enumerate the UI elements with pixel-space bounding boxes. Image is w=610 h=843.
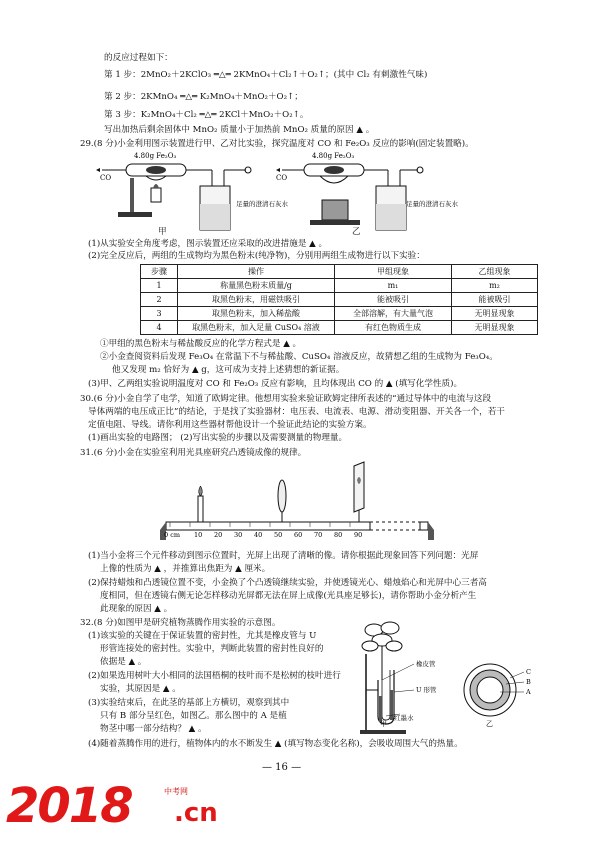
question-32-heading: 32.(8 分)如图甲是研究植物蒸腾作用实验的示意图。 (80, 618, 281, 628)
table-row (141, 293, 538, 307)
table-row (141, 321, 538, 335)
figure-caption-right: 乙 (352, 227, 361, 237)
table-cell: m₁ (335, 279, 452, 293)
table-cell: 2 (141, 293, 178, 307)
plant-branch (362, 622, 402, 680)
text-line: (1)画出实验的电路图； (2)写出实验的步骤以及需要测量的物理量。 (88, 433, 348, 443)
table-cell: 3 (141, 307, 178, 321)
label-a: A (526, 688, 531, 696)
tick-label: 90 (354, 531, 363, 539)
text-line: (1)从实验安全角度考虑，图示装置还应采取的改进措施是 ▲ 。 (88, 239, 328, 249)
text-line: (2)保持蜡烛和凸透镜位置不变，小金换了个凸透镜继续实验，并使透镜光心、蜡烛焰心和光屏中心三者高 (88, 578, 487, 588)
stem-cross-section (464, 664, 524, 716)
text-line: 上像的性质为 ▲ ，并推算出焦距为 ▲ 厘米。 (100, 564, 271, 574)
table-cell: 能被吸引 (335, 293, 452, 307)
co-label-right: CO (276, 174, 288, 182)
table-cell: 取黑色粉末，加入足量 CuSO₄ 溶液 (178, 321, 335, 335)
tick-label: 20 (214, 531, 223, 539)
text-line: (3)甲、乙两组实验说明温度对 CO 和 Fe₂O₃ 反应有影响，且均体现出 CO 的 ▲ (填写化学性质)。 (88, 379, 463, 389)
tick-label: 80 (334, 531, 343, 539)
table-cell: 1 (141, 279, 178, 293)
text-line: 第 2 步：2KMnO₄ ═△═ K₂MnO₄＋MnO₂＋O₂↑； (104, 92, 303, 102)
table-cell: 全部溶解，有大量气泡 (335, 307, 452, 321)
tick-label: 60 (294, 531, 303, 539)
text-line: (2)完全反应后，两组的生成物均为黑色粉末(纯净物)，分别用两组生成物进行以下实验： (88, 251, 425, 261)
light-screen (354, 462, 364, 522)
limewater-label-left: 足量的澄清石灰水 (236, 200, 288, 208)
table-cell: 无明显现象 (452, 321, 538, 335)
tick-label: 10 (194, 531, 203, 539)
table-header-cell: 乙组现象 (452, 265, 538, 279)
mass-label-left: 4.80g Fe₂O₃ (134, 152, 177, 160)
text-line: (4)随着蒸腾作用的进行，植物体内的水不断发生 ▲ (填写物态变化名称)，会吸收周围大气的热量。 (88, 739, 463, 749)
figure-caption-left: 甲 (158, 227, 167, 237)
site-logo (6, 778, 236, 836)
table-row (141, 279, 538, 293)
question-29-heading: 29.(8 分)小金利用图示装置进行甲、乙对比实验，探究温度对 CO 和 Fe₂O₃ 反应的影响(固定装置略)。 (80, 139, 474, 149)
text-line: 的反应过程如下： (104, 53, 173, 63)
red-ink-label: 红墨水 (394, 714, 414, 722)
table-cell: 4 (141, 321, 178, 335)
text-line: 此现象的原因 ▲ 。 (100, 604, 173, 614)
text-line: 物茎中哪一部分结构？ ▲ 。 (100, 724, 207, 734)
table-row (141, 307, 538, 321)
tick-label: 0 cm (164, 531, 181, 539)
logo-site-name: 中考网 (164, 787, 188, 796)
tick-label: 30 (234, 531, 243, 539)
table-cell: 能被吸引 (452, 293, 538, 307)
page-number: — 16 — (262, 762, 302, 773)
convex-lens (278, 480, 286, 522)
text-line: 形管连接处的密封性。实验中，判断此装置的密封性良好的 (100, 644, 324, 654)
text-line: 度相同，但在透镜右侧无论怎样移动光屏都无法在屏上成像(光具座足够长)，请你帮助小金分析产生 (100, 591, 477, 601)
apparatus-left (96, 164, 251, 230)
question-31-heading: 31.(6 分)小金在实验室利用光具座研究凸透镜成像的规律。 (80, 448, 307, 458)
mass-label-right: 4.80g Fe₂O₃ (312, 152, 355, 160)
table-cell: 取黑色粉末，加入稀盐酸 (178, 307, 335, 321)
text-line: ①甲组的黑色粉末与稀盐酸反应的化学方程式是 ▲ 。 (100, 339, 302, 349)
text-line: ②小金查阅资料后发现 Fe₃O₄ 在常温下不与稀盐酸、CuSO₄ 溶液反应，故猜想乙组的生成物为 Fe₃O₄。 (100, 352, 498, 362)
text-line: 只有 B 部分呈红色，如图乙。那么图中的 A 是植 (100, 711, 287, 721)
table-header-row (141, 265, 538, 279)
transpiration-figure (360, 620, 540, 738)
co-fe2o3-apparatus-figure (96, 150, 458, 238)
table-cell: 称量黑色粉末质量/g (178, 279, 335, 293)
table-header-cell: 操作 (178, 265, 335, 279)
rubber-tube-label: 橡皮管 (416, 660, 436, 668)
table-header-cell: 步骤 (141, 265, 178, 279)
text-line: 定值电阻、导线。请你利用这些器材帮他设计一个验证此结论的实验方案。 (88, 420, 372, 430)
optical-bench-figure (150, 462, 450, 544)
tick-label: 50 (274, 531, 283, 539)
u-tube-label: U 形管 (416, 686, 437, 694)
table-header-cell: 甲组现象 (335, 265, 452, 279)
label-c: C (526, 668, 531, 676)
limewater-label-right: 足量的澄清石灰水 (406, 200, 458, 208)
figure-caption-left: 甲 (380, 720, 387, 728)
text-line: (3)实验结束后，在此茎的基部上方横切，观察到其中 (88, 698, 290, 708)
text-line: 导体两端的电压成正比”的结论，于是找了实验器材：电压表、电流表、电源、滑动变阻器、开关各一个，若干 (88, 407, 505, 417)
text-line: 第 3 步：K₂MnO₄＋Cl₂ ═△═ 2KCl＋MnO₂＋O₂↑。 (104, 110, 309, 120)
text-line: 实验，其原因是 ▲ 。 (100, 684, 181, 694)
co-label-left: CO (100, 174, 112, 182)
candle (198, 486, 203, 522)
figure-caption-right: 乙 (486, 720, 493, 728)
text-line: 他又发现 m₂ 恰好为 ▲ g，这可成为支持上述猜想的新证据。 (112, 365, 345, 375)
text-line: (2)如果选用树叶大小相同的法国梧桐的枝叶而不是松树的枝叶进行 (88, 671, 341, 681)
logo-domain: .cn (174, 798, 218, 828)
experiment-table (140, 264, 538, 335)
table-cell: m₂ (452, 279, 538, 293)
text-line: 写出加热后剩余固体中 MnO₂ 质量小于加热前 MnO₂ 质量的原因 ▲ 。 (104, 125, 375, 135)
text-line: (1)当小金将三个元件移动到图示位置时，光屏上出现了清晰的像。请你根据此现象回答下列问题：光屏 (88, 551, 479, 561)
text-line: (1)该实验的关键在于保证装置的密封性，尤其是橡皮管与 U (88, 631, 317, 641)
logo-year: 2018 (6, 778, 132, 834)
label-b: B (526, 678, 531, 686)
tick-label: 70 (314, 531, 323, 539)
table-cell: 无明显现象 (452, 307, 538, 321)
table-cell: 有红色物质生成 (335, 321, 452, 335)
text-line: 第 1 步：2MnO₂＋2KClO₃ ═△═ 2KMnO₄＋Cl₂↑＋O₂↑；(其中 Cl₂ 有刺激性气味) (104, 70, 428, 80)
text-line: 依据是 ▲ 。 (100, 657, 147, 667)
table-cell: 取黑色粉末，用磁铁吸引 (178, 293, 335, 307)
apparatus-right (276, 164, 423, 230)
question-30-heading: 30.(6 分)小金自学了电学，知道了欧姆定律。他想用实验来验证欧姆定律所表述的“通过导体中的电流与这段 (80, 394, 492, 404)
tick-label: 40 (254, 531, 263, 539)
